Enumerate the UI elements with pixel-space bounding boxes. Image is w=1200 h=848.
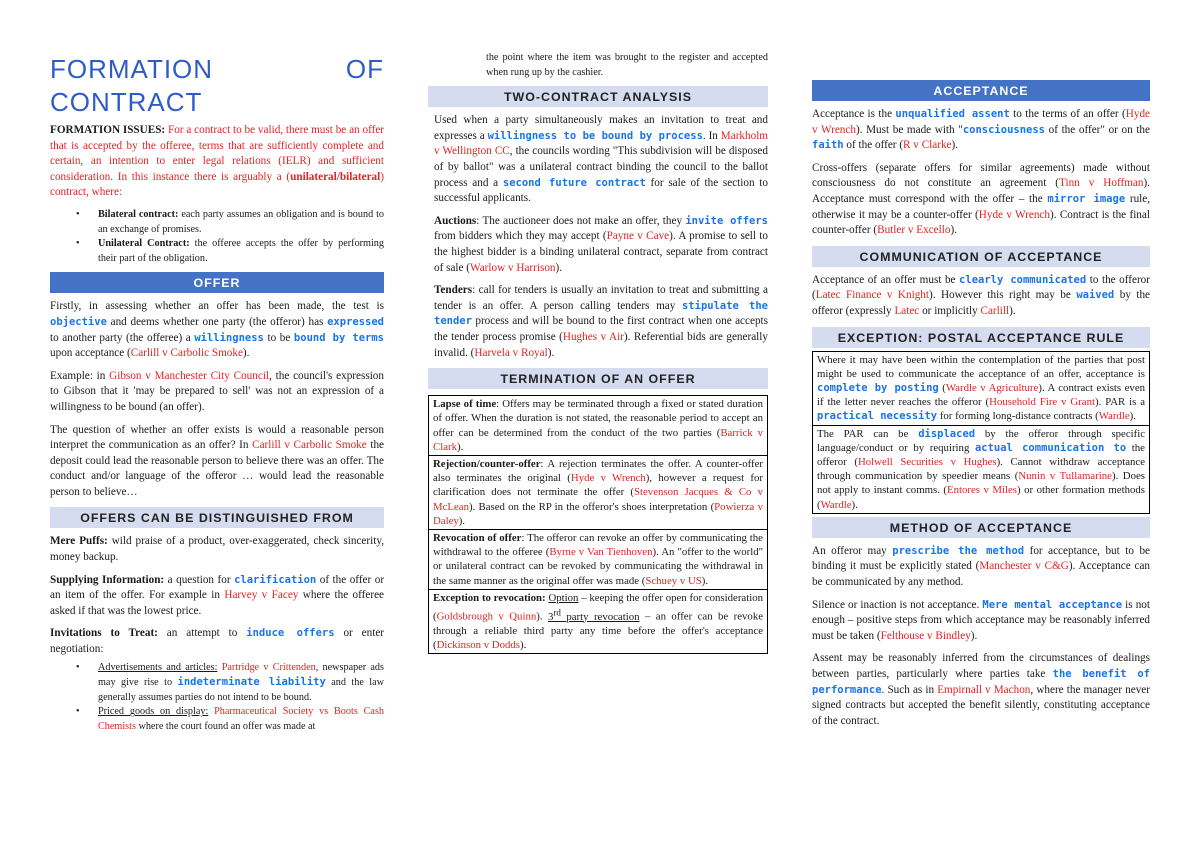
text: ). Acceptance can be communicated by any method. (812, 560, 1151, 588)
bullet-text: each party assumes an obligation and is bound to an exchange of promises. (98, 208, 385, 235)
case-citation: Partridge v Crittenden (221, 661, 316, 673)
offer-heading: OFFER (50, 272, 384, 293)
text: wild praise of a product, over-exaggerated, check sincerity, money backup. (50, 535, 385, 564)
two-contract-heading: TWO-CONTRACT ANALYSIS (428, 86, 768, 107)
text: ). PAR is a (1095, 396, 1146, 409)
postal-rule-table (812, 351, 1150, 514)
case-citation: R v Clarke (903, 139, 952, 152)
termination-table (428, 395, 768, 654)
text: ). (457, 440, 464, 453)
keyword: bound by terms (293, 331, 385, 344)
case-citation: Payne v Cave (606, 230, 670, 243)
continued-list-item (486, 51, 768, 80)
title-word-of: OF (345, 54, 384, 84)
acceptance-paragraph-1 (812, 107, 1150, 154)
text: where the offeree asked if that was the lowest price. (50, 589, 385, 617)
case-citation: Schuey v US (645, 574, 702, 587)
case-citation: Holwell Securities v Hughes (857, 455, 997, 468)
text: ). An "offer to the world" or unilateral contract can be revoked by communicating the withdrawal in the same manner as the original offer was made ( (433, 546, 764, 587)
label: Tenders (434, 284, 473, 297)
formation-issues-end: ) contract, where: (50, 170, 384, 199)
text: , the councils wording "This subdivision will be disposed of by ballot" was a unilateral contract binding the council to the ballot process and a (434, 145, 768, 189)
text: a question for (167, 573, 231, 586)
offer-paragraph-2 (50, 369, 384, 416)
label: Mere Puffs: (50, 535, 108, 548)
text: Where it may have been within the contemplation of the parties that post might be used to communicate the acceptance of an offer, acceptance is (817, 353, 1145, 380)
text: process and will be bound to the first contract when one accepts the tender process promise ( (434, 315, 769, 343)
keyword: actual communication to (974, 441, 1127, 454)
offer-paragraph-1 (50, 299, 384, 361)
method-paragraph-2 (812, 598, 1150, 645)
text: an attempt to (166, 627, 238, 640)
title-word-contract: CONTRACT (50, 87, 203, 117)
text: and the law generally assumes parties do not intend to be bound. (98, 677, 385, 703)
text: ). (951, 139, 959, 152)
text: rule, otherwise it may be a counter-offer ( (812, 192, 1151, 221)
text: by the offeror through specific language/conduct or by requiring (817, 427, 1146, 454)
text: – keeping the offer open for consideration ( (433, 591, 764, 623)
text: or implicitly (922, 304, 978, 317)
text: ). However this right may be (929, 289, 1071, 302)
keyword: second future contract (502, 176, 646, 189)
text: to the offeror ( (812, 273, 1151, 302)
text: : A rejection terminates the offer. A counter-offer also terminates the original ( (433, 457, 763, 485)
tenders-paragraph (434, 283, 768, 361)
text: ). (520, 638, 527, 651)
mere-puffs-paragraph (50, 534, 384, 565)
keyword: expressed (327, 315, 385, 328)
bullet-label: Advertisements and articles: (98, 661, 218, 673)
case-citation: Nunin v Tullamarine (1018, 470, 1112, 483)
keyword: consciousness (962, 123, 1046, 136)
case-citation: Hyde v Wrench (812, 108, 1150, 136)
text: rd (553, 606, 561, 617)
text: , the council's expression to Gibson that it 'may be prepared to sell' was not an expression of a willingness to be bound (an offer). (50, 369, 384, 413)
postal-rule-cell-1 (812, 351, 1150, 426)
text: An offeror may (812, 544, 887, 557)
text: , where the manager never signed contracts but accepted the benefit silently, constituting acceptance of the contract. (812, 683, 1150, 727)
text: ). A promise to sell to the highest bidder is a binding unilateral contract, separate from contract of sale ( (434, 230, 768, 274)
keyword: complete by posting (817, 381, 939, 394)
keyword: clearly communicated (959, 273, 1087, 286)
case-citation: Butler v Excello (877, 224, 951, 237)
text: , newspaper ads may give rise to (98, 661, 384, 689)
text: party revocation (566, 610, 640, 623)
text: ). (242, 347, 250, 360)
keyword: willingness (194, 331, 264, 344)
text: The PAR can be (817, 427, 909, 440)
formation-issues-paragraph (50, 123, 384, 201)
text: Option (548, 591, 579, 604)
keyword: invite offers (685, 214, 768, 227)
text: ). Contract is the final counter-offer ( (812, 208, 1150, 237)
text: : Offers may be terminated through a fixed or stated duration of offer. When the duration is not stated, the reasonable period to accept an offer can be determined from the conduct of the two parties ( (433, 398, 763, 439)
text: and deems whether one party (the offeror) has (110, 315, 324, 328)
case-citation: Warlow v Harrison (470, 261, 556, 274)
label: Rejection/counter-offer (433, 457, 541, 470)
case-citation: Hyde v Wrench (978, 208, 1050, 221)
keyword: Mere mental acceptance (982, 598, 1123, 611)
list-item (98, 208, 384, 237)
text: for forming long-distance contracts ( (939, 410, 1099, 423)
keyword: prescribe the method (892, 544, 1025, 557)
auctions-paragraph (434, 214, 768, 276)
case-citation: Carlill v Carbolic Smoke (252, 439, 367, 452)
case-citation: Entores v Miles (947, 484, 1018, 497)
text: ). Acceptance must correspond with the offer – the (812, 177, 1151, 205)
case-citation: Harvela v Royal (474, 346, 548, 359)
communication-paragraph (812, 273, 1150, 320)
text: of the offer" or on the (1048, 123, 1150, 136)
text: . In (702, 129, 718, 142)
text: ). (950, 224, 957, 237)
text: Silence or inaction is not acceptance. (812, 598, 980, 611)
acceptance-heading: ACCEPTANCE (812, 80, 1150, 101)
case-citation: Stevenson Jacques & Co v McLean (433, 486, 763, 513)
label: Supplying Information: (50, 573, 165, 586)
list-item (98, 661, 384, 706)
text: : call for tenders is usually an invitation to treat and submitting a tender is an offer. A person calling tenders may (434, 284, 768, 312)
text: Example: in (50, 369, 106, 382)
method-paragraph-3 (812, 651, 1150, 729)
page-title (50, 53, 384, 119)
acceptance-paragraph-2 (812, 161, 1150, 239)
case-citation: Dickinson v Dodds (436, 638, 520, 651)
case-citation: Carlill v Carbolic Smoke (130, 347, 243, 360)
label: Invitations to Treat: (50, 627, 158, 640)
text: for sale of the section to successful applicants. (434, 176, 769, 205)
case-citation: Empirnall v Machon (937, 683, 1031, 696)
case-citation: Manchester v C&G (979, 560, 1069, 573)
invitations-to-treat-paragraph (50, 626, 384, 657)
text: ). (1129, 410, 1136, 423)
case-citation: Pharmaceutical Society vs Boots Cash Chemists (98, 706, 384, 732)
keyword: willingness to be bound by process (487, 129, 703, 142)
text: the offeror ( (817, 441, 1145, 468)
text: ). (555, 261, 563, 274)
case-citation: Hyde v Wrench (570, 472, 646, 485)
case-citation: Carlill (980, 304, 1010, 317)
bullet-label: Unilateral Contract: (98, 238, 190, 250)
case-citation: Powierza v Daley (433, 500, 763, 527)
text: of the offer ( (846, 139, 904, 152)
invitation-examples-list (50, 661, 384, 735)
label: Revocation of offer (433, 531, 522, 544)
formation-issues-label: FORMATION ISSUES: (50, 124, 166, 136)
text: ). (1009, 304, 1016, 317)
text: to the terms of an offer ( (1013, 108, 1126, 120)
text: ). Does not apply to instant comms. ( (817, 470, 1145, 497)
method-paragraph-1 (812, 544, 1150, 591)
text: : The auctioneer does not make an offer, they (476, 214, 683, 227)
column-2 (428, 0, 768, 848)
case-citation: Wardle v Agriculture (945, 381, 1039, 394)
continued-list (428, 51, 768, 80)
list-item (98, 705, 384, 734)
text: ). (970, 629, 978, 642)
column-1 (50, 0, 384, 848)
text: Cross-offers (separate offers for similar agreements) made without consciousness do not constitute an agreement ( (812, 161, 1150, 190)
communication-heading: COMMUNICATION OF ACCEPTANCE (812, 246, 1150, 267)
keyword: displaced (918, 427, 976, 440)
unilateral-bilateral-term: unilateral/bilateral (290, 170, 381, 183)
bullet-label: Bilateral contract: (98, 208, 179, 220)
text: Assent may be reasonably inferred from the circumstances of dealings between parties, particularly where parties take (812, 652, 1150, 680)
case-citation: Wardle (1098, 410, 1130, 423)
text: ). Cannot withdraw acceptance through communication by speedier means ( (817, 455, 1145, 483)
title-word-formation: FORMATION (50, 54, 214, 84)
text: Used when a party simultaneously makes an invitation to treat and expresses a (434, 114, 768, 142)
revocation-cell (428, 530, 768, 590)
case-citation: Markholm v Wellington CC (434, 129, 769, 158)
text: ). Referential bids are generally invalid. ( (434, 330, 768, 359)
keyword: practical necessity (817, 410, 938, 423)
lapse-of-time-cell (428, 395, 768, 456)
text: 3 (547, 610, 554, 623)
two-contract-paragraph (434, 113, 768, 207)
text: Acceptance is the (812, 108, 893, 120)
termination-heading: TERMINATION OF AN OFFER (428, 368, 768, 389)
label: Auctions (434, 214, 477, 227)
text: ). (536, 610, 543, 623)
text: ) or other formation methods ( (817, 484, 1145, 511)
text: . Such as in (881, 683, 935, 696)
postal-rule-heading: EXCEPTION: POSTAL ACCEPTANCE RULE (812, 327, 1150, 348)
case-citation: Byrne v Van Tienhoven (549, 546, 653, 559)
text: by the offeror (expressly (812, 289, 1151, 317)
text: from bidders which they may accept ( (434, 230, 607, 243)
rejection-cell (428, 456, 768, 530)
text: The question of whether an offer exists is would a reasonable person interpret the communication as an offer? In (50, 423, 384, 452)
text: of the offer or an item of the offer. For example in (50, 573, 385, 602)
distinguished-heading: OFFERS CAN BE DISTINGUISHED FROM (50, 507, 384, 528)
text: for acceptance, but to be binding it must be explicitly stated ( (812, 544, 1151, 573)
bullet-label: Priced goods on display: (98, 706, 209, 718)
text: : The offeror can revoke an offer by communicating the withdrawal to the offeree ( (433, 531, 763, 559)
text: to another party (the offeree) a (50, 331, 191, 344)
case-citation: Tinn v Hoffman (1059, 177, 1144, 190)
case-citation: Latec (894, 304, 920, 317)
text: ). (851, 498, 858, 511)
text: ). (701, 574, 709, 587)
method-heading: METHOD OF ACCEPTANCE (812, 517, 1150, 538)
third-party-term (547, 606, 640, 623)
keyword: stipulate the tender (434, 299, 768, 328)
keyword: induce offers (246, 627, 335, 640)
text: to be (267, 331, 291, 344)
exception-revocation-cell (428, 590, 768, 654)
text: Firstly, in assessing whether an offer has been made, the test is (50, 300, 384, 313)
postal-rule-cell-2 (812, 426, 1150, 514)
keyword: waived (1076, 289, 1115, 302)
label: Exception to revocation: (433, 591, 546, 604)
keyword: indeterminate liability (177, 676, 326, 689)
keyword: unqualified assent (895, 108, 1010, 120)
text: where the court found an offer was made at (138, 721, 316, 732)
keyword: mirror image (1047, 192, 1126, 205)
text: or enter negotiation: (50, 627, 385, 656)
case-citation: Gibson v Manchester City Council (109, 369, 270, 382)
keyword: the benefit of performance (812, 667, 1150, 696)
case-citation: Household Fire v Grant (989, 396, 1096, 409)
case-citation: Wardle (820, 498, 852, 511)
text: ). (547, 346, 555, 359)
bullet-text: the offeree accepts the offer by performing their part of the obligation. (98, 238, 384, 264)
text: Acceptance of an offer must be (812, 273, 956, 286)
label: Lapse of time (433, 398, 497, 411)
case-citation: Barrick v Clark (433, 426, 763, 453)
text: – an offer can be revoke through a reliable third party any time before the offer's acceptance ( (433, 610, 764, 651)
text: the point where the item was brought to the register and accepted when rung up by the cashier. (486, 52, 768, 78)
text: ). A contract exists even if the letter never reaches the offeror ( (817, 381, 1146, 409)
text: ). Based on the RP in the offeror's shoes interpretation ( (468, 500, 715, 513)
text: ). Must be made with " (855, 123, 963, 136)
case-citation: Latec Finance v Knight (815, 289, 929, 302)
case-citation: Goldsbrough v Quinn (436, 610, 537, 623)
text: upon acceptance ( (50, 347, 131, 360)
case-citation: Hughes v Air (562, 330, 624, 343)
column-3 (812, 0, 1150, 848)
text: ). (458, 514, 466, 527)
text: ), however a request for clarification does not terminate the offer ( (433, 472, 763, 499)
case-citation: Harvey v Facey (224, 589, 299, 602)
contract-types-list (50, 208, 384, 266)
formation-issues-text: For a contract to be valid, there must be an offer that is accepted by the offeree, terms that are sufficiently complete and certain, an intention to enter legal relations (IELR) and sufficient consideration. In this instance there is arguably a ( (50, 124, 385, 183)
text: the deposit could lead the reasonable person to believe there was an offer. The conduct and/or language of the offeror … would lead the reasonable person to believe… (50, 439, 385, 498)
list-item (98, 237, 384, 266)
text: is not enough – positive steps from which acceptance may be reasonably inferred must be taken ( (812, 598, 1151, 642)
keyword: faith (812, 139, 844, 152)
case-citation: Felthouse v Bindley (880, 629, 971, 642)
offer-paragraph-3 (50, 423, 384, 501)
supplying-information-paragraph (50, 573, 384, 620)
text: ( (942, 381, 946, 394)
keyword: objective (50, 315, 107, 328)
keyword: clarification (234, 573, 317, 586)
